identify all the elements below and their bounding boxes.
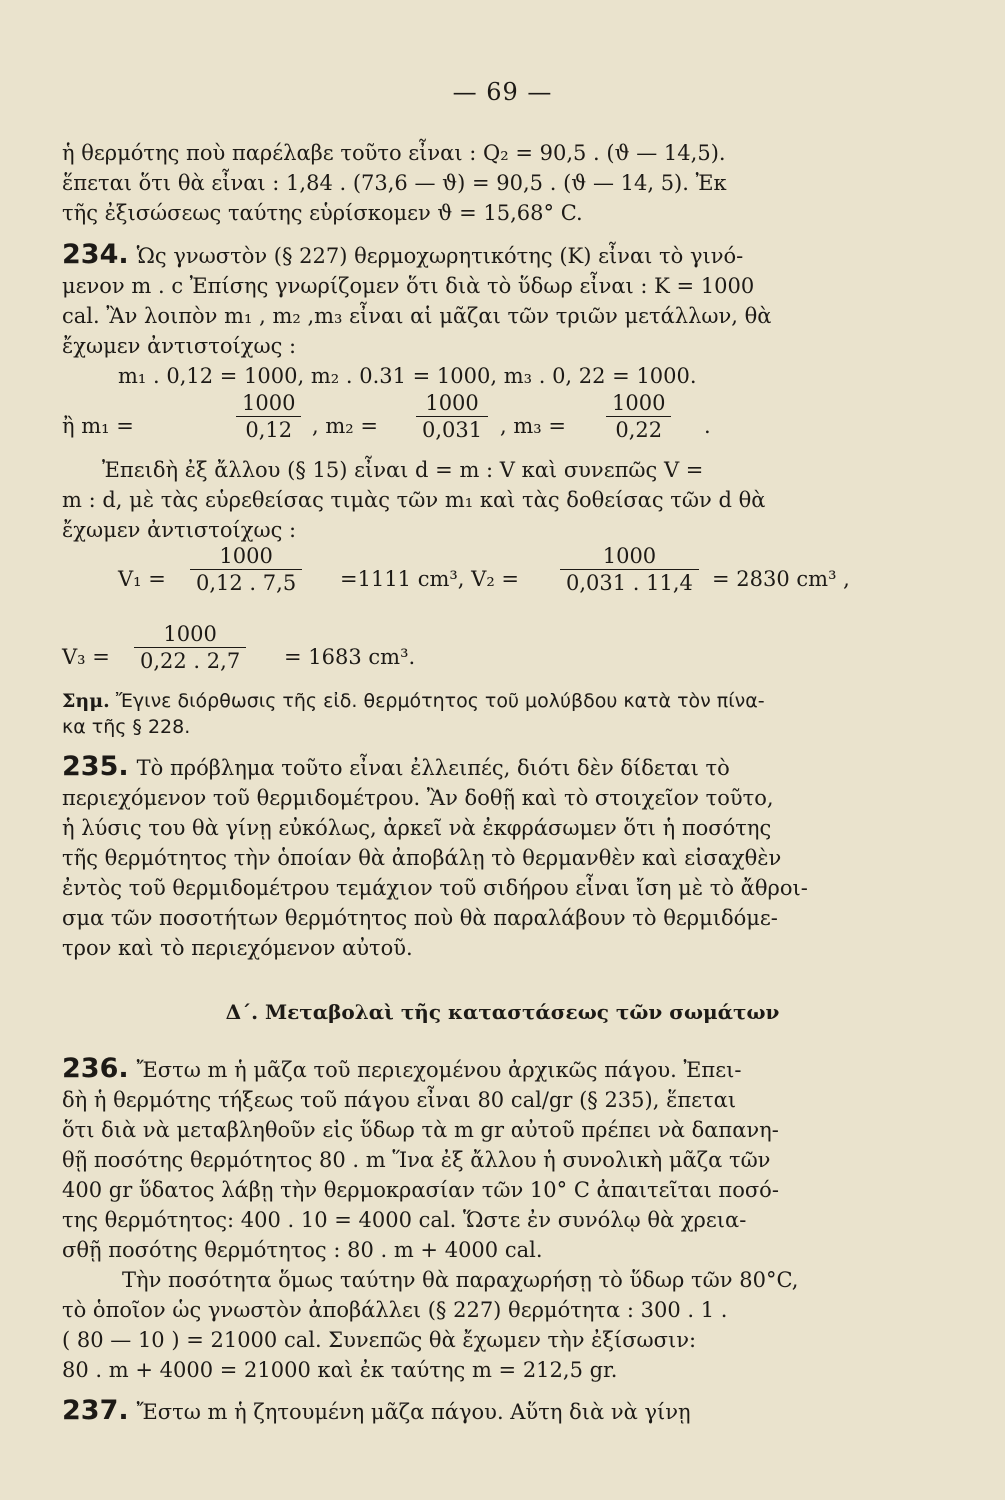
- text-line: τῆς ἐξισώσεως ταύτης εὑρίσκομεν ϑ = 15,68° C.: [62, 201, 583, 225]
- problem-236: [62, 1054, 910, 1385]
- text-line: ἔχωμεν ἀντιστοίχως :: [62, 334, 297, 358]
- fraction-v1: [190, 543, 302, 596]
- fraction-m3: [606, 390, 671, 443]
- page-number: — 69 —: [452, 78, 553, 106]
- numerator: 1000: [612, 391, 666, 415]
- text-line: δὴ ἡ θερμότης τήξεως τοῦ πάγου εἶναι 80 cal/gr (§ 235), ἕπεται: [62, 1088, 737, 1112]
- fraction-m2: [416, 390, 488, 443]
- denominator: 0,12 . 7,5: [196, 571, 297, 595]
- note-text: Ἔγινε διόρθωσις τῆς εἰδ. θερμότητος τοῦ μολύβδου κατὰ τὸν πίνα-: [115, 690, 765, 712]
- equation-line: m₁ . 0,12 = 1000, m₂ . 0.31 = 1000, m₃ . 0, 22 = 1000.: [118, 364, 697, 388]
- problem-number: 234.: [62, 240, 129, 270]
- m2-label: , m₂ =: [312, 414, 378, 438]
- text-line: [62, 1054, 910, 1085]
- text-line: ἐντὸς τοῦ θερμιδομέτρου τεμάχιον τοῦ σιδήρου εἶναι ἴση μὲ τὸ ἄθροι-: [62, 876, 808, 900]
- note-line: κα τῆς § 228.: [62, 716, 191, 738]
- text-line: θῇ ποσότης θερμότητος 80 . m Ἵνα ἐξ ἄλλου ἡ συνολικὴ μᾶζα τῶν: [62, 1148, 771, 1172]
- numerator: 1000: [242, 391, 296, 415]
- text-line: τρον καὶ τὸ περιεχόμενον αὐτοῦ.: [62, 936, 413, 960]
- text-line: 80 . m + 4000 = 21000 καὶ ἐκ ταύτης m = 212,5 gr.: [62, 1358, 618, 1382]
- text-line: [62, 1396, 910, 1427]
- text-line-content: Ὡς γνωστὸν (§ 227) θερμοχωρητικότης (K) εἶναι τὸ γινό-: [136, 244, 744, 268]
- numerator: 1000: [163, 622, 217, 646]
- eq-end: .: [704, 414, 711, 438]
- text-line: Ἐπειδὴ ἐξ ἄλλου (§ 15) εἶναι d = m : V καὶ συνεπῶς V =: [102, 458, 704, 482]
- text-line: cal. Ἂν λοιπὸν m₁ , m₂ ,m₃ εἶναι αἱ μᾶζαι τῶν τριῶν μετάλλων, θὰ: [62, 304, 772, 328]
- text-line: [62, 752, 910, 783]
- v3-label: V₃ =: [62, 645, 110, 669]
- fraction-v3: [134, 621, 246, 674]
- denominator: 0,031: [422, 418, 483, 442]
- text-line: ( 80 — 10 ) = 21000 cal. Συνεπῶς θὰ ἔχωμεν τὴν ἐξίσωσιν:: [62, 1328, 697, 1352]
- numerator: 1000: [425, 391, 479, 415]
- text-line: ἕπεται ὅτι θὰ εἶναι : 1,84 . (73,6 — ϑ) = 90,5 . (ϑ — 14, 5). Ἐκ: [62, 171, 727, 195]
- denominator: 0,22: [615, 418, 663, 442]
- problem-234: [62, 240, 910, 391]
- text-line: μενον m . c Ἐπίσης γνωρίζομεν ὅτι διὰ τὸ ὕδωρ εἶναι : K = 1000: [62, 274, 755, 298]
- text-line: ὅτι διὰ νὰ μεταβληθοῦν εἰς ὕδωρ τὰ m gr αὐτοῦ πρέπει νὰ δαπανη-: [62, 1118, 779, 1142]
- text-line-content: Ἔστω m ἡ ζητουμένη μᾶζα πάγου. Αὕτη διὰ νὰ γίνῃ: [136, 1400, 691, 1424]
- denominator: 0,031 . 11,4: [566, 571, 693, 595]
- problem-number: 237.: [62, 1396, 129, 1426]
- problem-235: [62, 752, 910, 963]
- problem-number: 235.: [62, 752, 129, 782]
- fraction-v2: [560, 543, 699, 596]
- text-line: σμα τῶν ποσοτήτων θερμότητος ποὺ θὰ παραλάβουν τὸ θερμιδόμε-: [62, 906, 778, 930]
- paragraph-continued: [62, 138, 910, 228]
- section-heading: Δ΄. Μεταβολαὶ τῆς καταστάσεως τῶν σωμάτων: [225, 1000, 780, 1024]
- text-line: τὸ ὁποῖον ὡς γνωστὸν ἀποβάλλει (§ 227) θερμότητα : 300 . 1 .: [62, 1298, 728, 1322]
- note-line: [62, 688, 910, 714]
- note-label: Σημ.: [62, 690, 110, 712]
- note: [62, 688, 910, 740]
- v1-label: V₁ =: [118, 567, 166, 591]
- text-line: ἡ θερμότης ποὺ παρέλαβε τοῦτο εἶναι : Q₂ = 90,5 . (ϑ — 14,5).: [62, 141, 726, 165]
- text-line: m : d, μὲ τὰς εὑρεθείσας τιμὰς τῶν m₁ καὶ τὰς δοθείσας τῶν d θὰ: [62, 488, 766, 512]
- text-line: σθῇ ποσότης θερμότητος : 80 . m + 4000 cal.: [62, 1238, 543, 1262]
- text-line: τῆς θερμότητος τὴν ὁποίαν θὰ ἀποβάλῃ τὸ θερμανθὲν καὶ εἰσαχθὲν: [62, 846, 782, 870]
- text-line: 400 gr ὕδατος λάβῃ τὴν θερμοκρασίαν τῶν 10° C ἀπαιτεῖται ποσό-: [62, 1178, 779, 1202]
- m3-label: , m₃ =: [500, 414, 566, 438]
- fraction-m1: [236, 390, 301, 443]
- eq-lead: ἢ m₁ =: [62, 414, 134, 438]
- denominator: 0,12: [245, 418, 293, 442]
- text-line: περιεχόμενον τοῦ θερμιδομέτρου. Ἂν δοθῇ καὶ τὸ στοιχεῖον τοῦτο,: [62, 786, 774, 810]
- text-line: ἔχωμεν ἀντιστοίχως :: [62, 518, 297, 542]
- problem-number: 236.: [62, 1054, 129, 1084]
- text-line-content: Ἔστω m ἡ μᾶζα τοῦ περιεχομένου ἀρχικῶς πάγου. Ἐπει-: [136, 1058, 742, 1082]
- problem-237: [62, 1396, 910, 1427]
- problem-234-continued: [62, 455, 910, 545]
- v1-result: =1111 cm³, V₂ =: [340, 567, 520, 591]
- numerator: 1000: [219, 544, 273, 568]
- text-line-content: Τὸ πρόβλημα τοῦτο εἶναι ἐλλειπές, διότι δὲν δίδεται τὸ: [136, 756, 730, 780]
- text-line: Τὴν ποσότητα ὅμως ταύτην θὰ παραχωρήσῃ τὸ ὕδωρ τῶν 80°C,: [122, 1268, 799, 1292]
- text-line: [62, 240, 910, 271]
- text-line: ἡ λύσις του θὰ γίνῃ εὐκόλως, ἀρκεῖ νὰ ἐκφράσωμεν ὅτι ἡ ποσότης: [62, 816, 772, 840]
- numerator: 1000: [602, 544, 657, 568]
- denominator: 0,22 . 2,7: [140, 649, 241, 673]
- text-line: της θερμότητος: 400 . 10 = 4000 cal. Ὥστε ἐν συνόλῳ θὰ χρεια-: [62, 1208, 747, 1232]
- v2-result: = 2830 cm³ ,: [712, 567, 850, 591]
- v3-result: = 1683 cm³.: [284, 645, 416, 669]
